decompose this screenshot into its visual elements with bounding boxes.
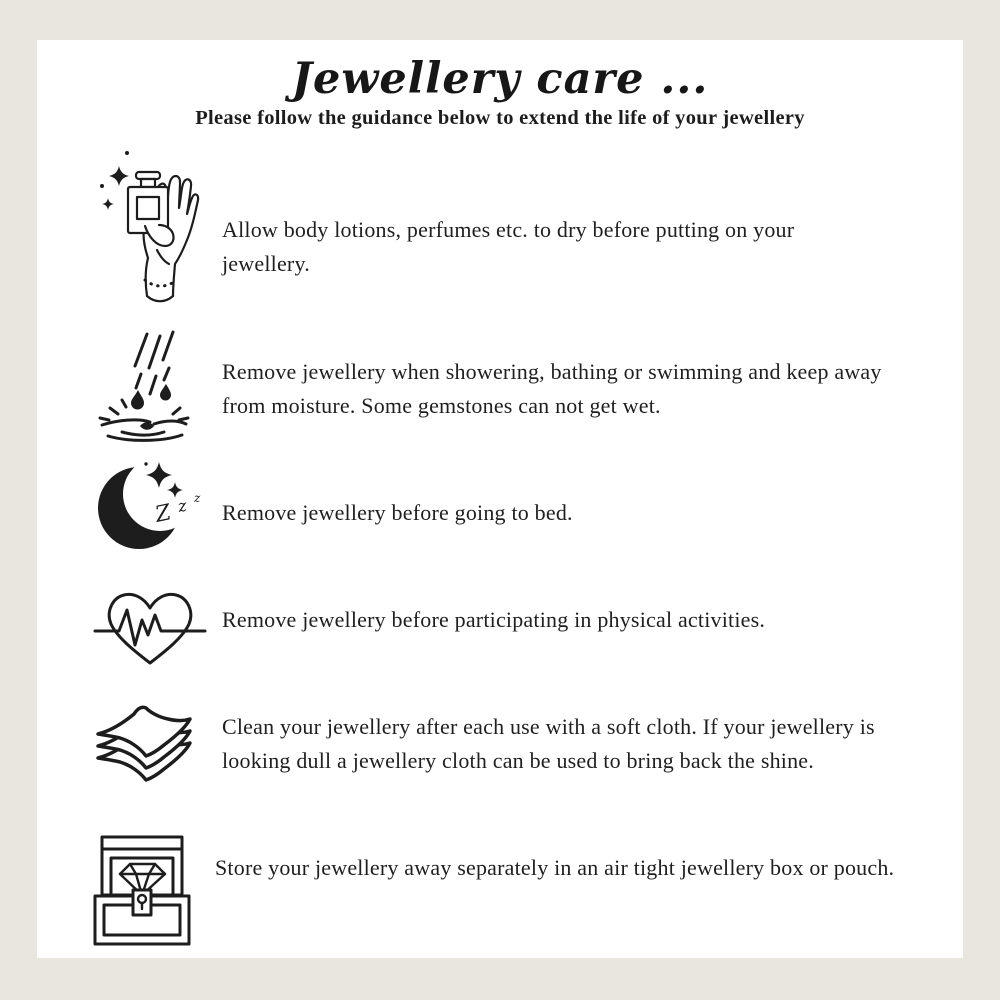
page-title: Jewellery care ... <box>291 54 709 104</box>
page-subtitle: Please follow the guidance below to extend the life of your jewellery <box>195 107 805 129</box>
zzz-letter: z <box>176 495 189 516</box>
perfume-hand-icon <box>95 146 203 306</box>
care-item-text: Allow body lotions, perfumes etc. to dry before putting on your jewellery. <box>222 217 795 276</box>
care-item-text: Remove jewellery before going to bed. <box>222 500 573 525</box>
care-card <box>37 40 963 958</box>
zzz-letter: z <box>194 491 201 505</box>
water-splash-icon <box>92 328 197 450</box>
jewellery-box-icon <box>89 833 195 951</box>
sleep-moon-icon <box>97 460 212 552</box>
heartbeat-icon <box>89 583 211 669</box>
zzz-letter: Z <box>153 500 174 528</box>
care-item-text: Store your jewellery away separately in an air tight jewellery box or pouch. <box>215 855 895 880</box>
cloth-stack-icon <box>92 698 200 784</box>
care-item-text: Remove jewellery when showering, bathing or swimming and keep away from moisture. Some gemstones can not get wet. <box>222 359 882 418</box>
care-item-text: Remove jewellery before participating in physical activities. <box>222 607 766 632</box>
care-item-text: Clean your jewellery after each use with a soft cloth. If your jewellery is looking dull a jewellery cloth can be used to bring back the shine. <box>222 714 875 773</box>
